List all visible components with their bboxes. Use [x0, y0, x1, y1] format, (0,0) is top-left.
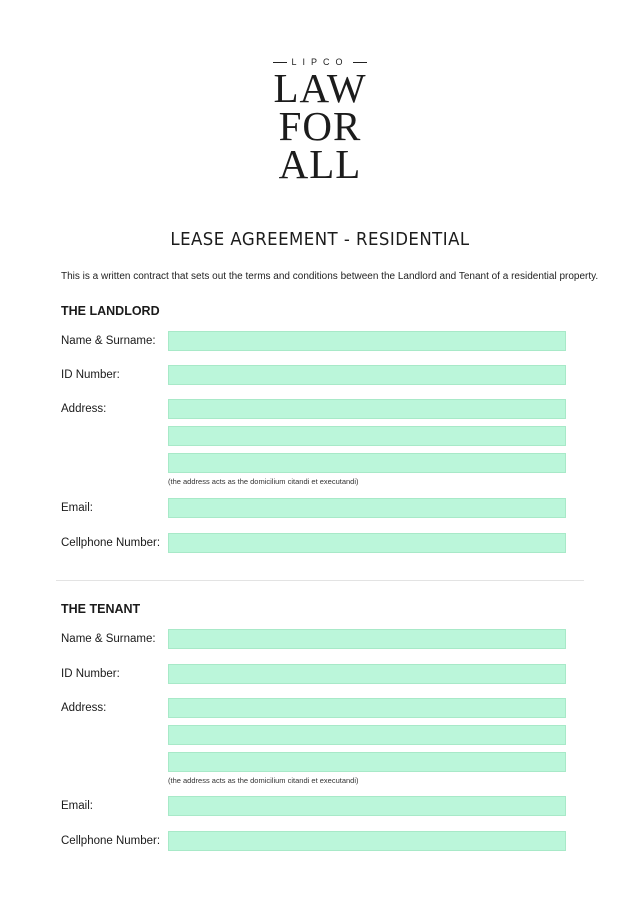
- tenant-name-label: Name & Surname:: [61, 633, 156, 645]
- landlord-name-label: Name & Surname:: [61, 335, 156, 347]
- logo: [0, 55, 640, 187]
- landlord-cell-field[interactable]: [168, 533, 566, 553]
- tenant-name-field[interactable]: [168, 629, 566, 649]
- tenant-address-field-1[interactable]: [168, 698, 566, 718]
- landlord-email-label: Email:: [61, 502, 93, 514]
- section-divider: [56, 580, 584, 581]
- tenant-address-field-3[interactable]: [168, 752, 566, 772]
- document-title: LEASE AGREEMENT - RESIDENTIAL: [170, 229, 470, 250]
- logo-line-1: LAW: [273, 65, 367, 111]
- tenant-address-label: Address:: [61, 702, 107, 714]
- logo-line-3: ALL: [278, 141, 362, 187]
- landlord-id-field[interactable]: [168, 365, 566, 385]
- landlord-address-label: Address:: [61, 403, 107, 415]
- landlord-address-field-2[interactable]: [168, 426, 566, 446]
- logo-dash-right: [353, 62, 367, 63]
- landlord-id-label: ID Number:: [61, 369, 120, 381]
- logo-dash-left: [273, 62, 287, 63]
- landlord-address-field-1[interactable]: [168, 399, 566, 419]
- tenant-cell-field[interactable]: [168, 831, 566, 851]
- landlord-email-field[interactable]: [168, 498, 566, 518]
- tenant-address-note: (the address acts as the domicilium citandi et executandi): [168, 776, 359, 785]
- logo-line-2: FOR: [278, 103, 362, 149]
- tenant-email-field[interactable]: [168, 796, 566, 816]
- tenant-heading: THE TENANT: [61, 602, 141, 616]
- intro-text: This is a written contract that sets out the terms and conditions between the Landlord and Tenant of a residential property.: [61, 271, 599, 282]
- tenant-id-field[interactable]: [168, 664, 566, 684]
- landlord-address-field-3[interactable]: [168, 453, 566, 473]
- tenant-address-field-2[interactable]: [168, 725, 566, 745]
- landlord-address-note: (the address acts as the domicilium citandi et executandi): [168, 477, 359, 486]
- logo-top-text: LIPCO: [291, 57, 349, 67]
- tenant-cell-label: Cellphone Number:: [61, 835, 161, 847]
- landlord-name-field[interactable]: [168, 331, 566, 351]
- landlord-cell-label: Cellphone Number:: [61, 537, 161, 549]
- landlord-heading: THE LANDLORD: [61, 304, 160, 318]
- tenant-email-label: Email:: [61, 800, 93, 812]
- tenant-id-label: ID Number:: [61, 668, 120, 680]
